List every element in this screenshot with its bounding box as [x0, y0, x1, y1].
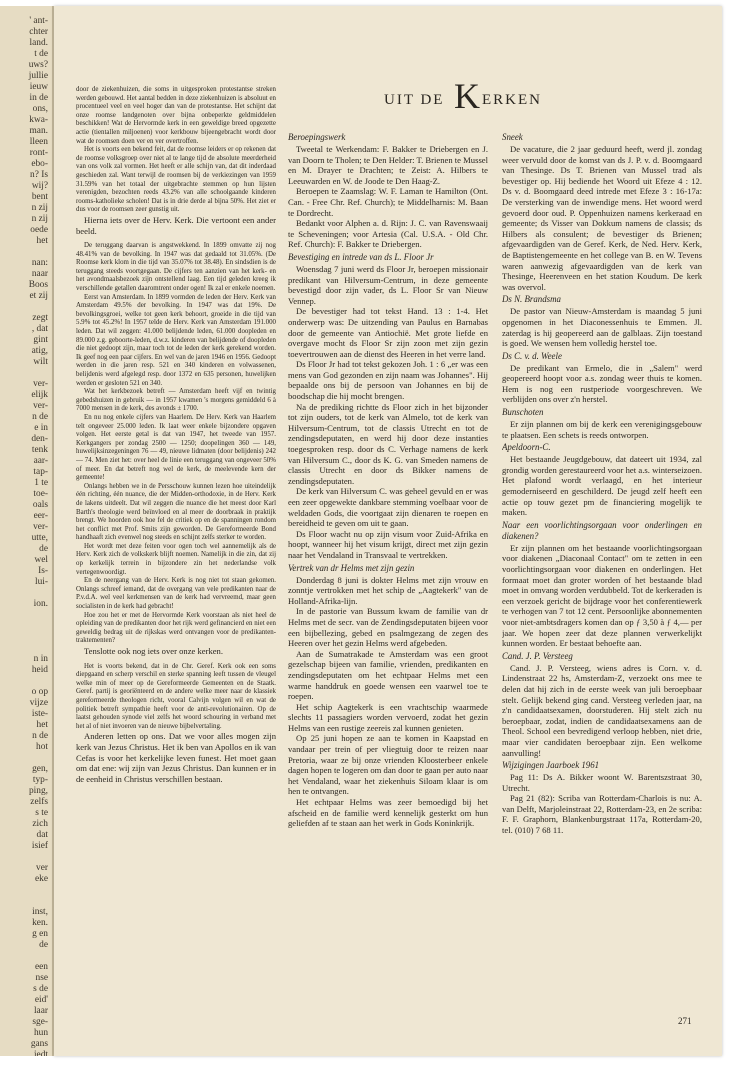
margin-fragment: de: [39, 940, 48, 950]
paragraph: Woensdag 7 juni werd ds Floor Jr, beroepen missionair predikant van Hilversum-Centrum, in deze gemeente bevestigd door zijn vader, ds L. Floor Sr van Nieuw Vennep.: [288, 263, 488, 306]
margin-fragment: het: [36, 720, 48, 730]
paragraph: Wat het kerkbezoek betreft — Amsterdam heeft vijf en twintig gebedshuizen in gebruik — in 1957 kwamen 's morgens gemiddeld 6 à 7000 mensen in de kerk, des avonds ± 1700.: [76, 388, 276, 413]
margin-fragment: eer-: [33, 511, 48, 521]
margin-fragment: s te: [35, 808, 48, 818]
paragraph: En de neergang van de Herv. Kerk is nog niet tot staan gekomen. Onlangs schreef iemand, dat de overgang van vele predikanten naar de P.v.d.A. wel veel kerkmensen van de kerk had vervreemd, maar geen socialisten in de kerk had gebracht!: [76, 577, 276, 611]
paragraph: Tenslotte ook nog iets over onze kerken.: [84, 646, 224, 656]
paragraph: De vacature, die 2 jaar geduurd heeft, werd jl. zondag weer vervuld door de komst van ds J. P. v. d. Boomgaard van Thesinge. Ds T. Brienen van Mussel trad als bevestiger op. Hij bediende het Woord uit Efeze 4 : 12. Ds v. d. Boomgaard deed intrede met Efeze 3 : 16-17a: De versterking van de inwendige mens. Het woord werd gevoerd door oud. P. Oppenhuizen namens kerkeraad en gemeente; ds Visser van Dokkum namens de classis; ds Hilbers als consulent; de bevestiger ds Brienen; afgevaardigden van de Geref. Kerk, de Ned. Herv. Kerk, de Baptistengemeente en het college van B. en W. Tevens waren aanwezig afgevaardigden van de kerk van Thesinge, Heerenveen en het station Koudum. De kerk was overvol.: [502, 144, 702, 292]
margin-fragment: t de: [34, 49, 48, 59]
paragraph: Het is voorts een bekend feit, dat de roomse leiders er op rekenen dat de roomse volksgroep over niet al te lange tijd de absolute meerderheid van ons volk zal vormen. Het heeft er alle schijn van, dat dit inderdaad geschieden zal. Want terwijl de roomsen bij de verkiezingen van 1959 31.59% van het totaal der uitgebrachte stemmen op hun lijsten verenigden, bezochten reeds 43.2% van alle schoolgaande kinderen rooms-katholieke scholen! Dat is in drie derde al bijna 50%. Het ziet er dus voor de roomsen zeer gunstig uit.: [76, 146, 276, 214]
paragraph: Ds Floor Jr had tot tekst gekozen Joh. 1 : 6 „er was een mens van God gezonden en zijn naam was Johannes". Hij bepaalde ons bij de persoon van Johannes en bij de boodschap die hij mocht brengen.: [288, 359, 488, 402]
margin-fragment: n? Is: [30, 170, 48, 180]
paragraph: Pag 21 (82): Scriba van Rotterdam-Charlois is nu: A. van Delft, Marjoleinstraat 22, Rotterdam-23, en 2e scriba: F. F. Graphorn, Blankenburgstraat 117a, Rotterdam-20, tel. (010) 7 68 11.: [502, 793, 702, 836]
margin-fragment: gint: [33, 335, 48, 345]
margin-fragment: wij?: [31, 181, 48, 191]
paragraph: Het schip Aagtekerk is een vrachtschip waarmede slechts 11 passagiers worden vervoerd, zodat het gezin Helms van een rustige zeereis zal kunnen genieten.: [288, 701, 488, 733]
margin-fragment: 1 te: [34, 478, 48, 488]
paragraph: Anderen letten op ons. Dat we voor alles mogen zijn kerk van Jezus Christus. Het ik ben van Apollos en ik van Cefas is voor het kerkelijke leven funest. Het moet gaan om dat ene: wij zijn van Jezus Christus. Dan kunnen er in de eenheid in Christus verschillen bestaan.: [76, 731, 276, 784]
margin-fragment: dat: [36, 830, 48, 840]
paragraph: Er zijn plannen om het bestaande voorlichtingsorgaan voor diakenen „Diaconaal Contact" om te zetten in een voorlichtingsorgaan voor diakenen en onderlingen. Het formaat moet dan groter worden of het bestaande blad moet in omvang worden verdubbeld. Tot de kerkeraden is een verzoek gericht de bijdrage voor het conferentiewerk te verhogen van 7 tot 12 cent. Persoonlijke abonnementen voor niet-ambtsdragers komen dan op ƒ 3,50 à ƒ 4,— per jaar. We hopen zeer dat deze plannen verwerkelijkt kunnen worden. Er bestaat behoefte aan.: [502, 542, 702, 649]
margin-fragment: n zij: [31, 214, 48, 224]
paragraph: Op 25 juni hopen ze aan te komen in Kaapstad en vandaar per trein of per vliegtuig door te reizen naar Pretoria, waar ze bij onze vrienden Kloosterbeer enkele dagen hopen te logeren om dan door te gaan per auto naar het Vendaland, waar het ziekenhuis Siloam klaar is om hen te ontvangen.: [288, 733, 488, 797]
previous-page-margin: [0, 6, 53, 1056]
column-middle: [288, 130, 488, 1000]
margin-fragment: lleen: [29, 137, 48, 147]
margin-fragment: nse: [35, 973, 48, 983]
margin-fragment: atig,: [31, 346, 48, 356]
paragraph: De teruggang daarvan is angstwekkend. In 1899 omvatte zij nog 48.41% van de bevolking. In 1947 was dat gedaald tot 31.05%. (De Roomse kerk klom in die tijd van 35.07% tot 38.48). En sindsdien is de teruggang steeds voortgegaan. De cijfers ten aanzien van het kerk- en het avondmaalsbezoek zijn ontstellend laag. Een tijd geleden kreeg ik verschillende getallen daaromtrent onder ogen! Ik zal er enkele noemen.: [76, 242, 276, 293]
margin-fragment: elijk: [31, 390, 48, 400]
margin-fragment: toe-: [33, 489, 48, 499]
magazine-page: [54, 6, 722, 1056]
subheading: Vertrek van dr Helms met zijn gezin: [288, 562, 415, 573]
subheading: Cand. J. P. Versteeg: [502, 650, 573, 661]
paragraph: Pag 11: Ds A. Bikker woont W. Barentszstraat 30, Utrecht.: [502, 772, 702, 793]
margin-fragment: gans: [30, 1039, 48, 1049]
margin-fragment: zelfs: [30, 797, 48, 807]
margin-fragment: ping,: [28, 786, 48, 796]
margin-fragment: land.: [29, 38, 48, 48]
paragraph: Beroepen te Zaamslag: W. F. Laman te Hamilton (Ont. Can. - Free Chr. Ref. Church); te Middelharnis: M. Baan te Dordrecht.: [288, 186, 488, 218]
margin-fragment: heid: [31, 665, 48, 675]
margin-fragment: den-: [31, 434, 48, 444]
margin-fragment: n de: [32, 731, 48, 741]
margin-fragment: inst,: [32, 907, 48, 917]
margin-fragment: ion.: [33, 599, 48, 609]
paragraph: In de pastorie van Bussum kwam de familie van dr Helms met de secr. van de Zendingsdeputaten bijeen voor een bijbellezing, gebed en psalmgezang de zegen des Heeren over het gezin Helms werd afgebeden.: [288, 606, 488, 649]
paragraph: Het wordt met deze feiten voor ogen toch wel aannemelijk als de Herv. Kerk zich de volkskerk blijft noemen. Namelijk in die zin, dat zij op kerkelijk terrein in bijzondere zin het nederlandse volk vertegenwoordigt.: [76, 542, 276, 576]
margin-fragment: gen,: [32, 764, 48, 774]
margin-fragment: eke: [34, 874, 48, 884]
paragraph: Het echtpaar Helms was zeer bemoedigd bij het afscheid en de familie werd kennelijk gesterkt om hun geliefden af te staan aan het werk in Gods Koninkrijk.: [288, 797, 488, 829]
margin-fragment: n de: [32, 412, 48, 422]
paragraph: Aan de Sumatrakade te Amsterdam was een groot gezelschap bijeen van familie, vrienden, predikanten en zendingsdeputaten om het echtpaar Helms met een warme handdruk en goede wensen een vaarwel toe te roepen.: [288, 648, 488, 702]
paragraph: Hoe zou het er met de Hervormde Kerk voorstaan als niet heel de opleiding van de predikanten door het rijk werd gefinancierd en niet een geweldig bedrag uit de rijkskas werd ontvangen voor de predikanten-traktementen?: [76, 611, 276, 645]
margin-fragment: g en: [32, 929, 48, 939]
margin-fragment: iste-: [31, 709, 48, 719]
margin-fragment: s de: [33, 984, 48, 994]
margin-fragment: bent: [31, 192, 48, 202]
margin-fragment: ver-: [33, 379, 48, 389]
margin-fragment: isief: [31, 841, 48, 851]
paragraph: Onlangs hebben we in de Persschouw kunnen lezen hoe uiteindelijk één richting, één nuance, die der Midden-orthodoxie, in de Herv. Kerk de lakens uitdeelt. Dat wil zeggen die nuance die het meest door Karl Barth's theologie werd beïnvloed en al meer de doorbraak in praktijk brengt. We hoorden ook hoe fel de critiek op en de spanningen rondom het conflict met Prof. Smits zijn geworden. De Gereformeerde Bond handhaaft zich evenwel nog steeds en schijnt zelfs sterker te worden.: [76, 482, 276, 542]
margin-fragment: oals: [32, 500, 48, 510]
margin-fragment: hot: [36, 742, 48, 752]
paragraph: Hierna iets over de Herv. Kerk. Die vertoont een ander beeld.: [76, 214, 276, 236]
margin-fragment: kwa-: [29, 115, 48, 125]
paragraph: Cand. J. P. Versteeg, wiens adres is Corn. v. d. Lindenstraat 22 hs, Amsterdam-Z, verzoekt ons mee te delen dat hij zich in de eerste week van juli beroepbaar stelt. Gelijk bekend ging cand. Versteeg verleden jaar, na z'n candidaatsexamen, doorstuderen. Hij stelt zich nu beroepbaar, zodat, indien de candidaatsexamens aan de Theol. School een bevredigend verloop hebben, niet drie, maar vier candidaten beroepbaar zijn. Een welkome aanvulling!: [502, 662, 702, 758]
paragraph: Ds Floor wacht nu op zijn visum voor Zuid-Afrika en hoopt, wanneer hij het visum krijgt, direct met zijn gezin naar het Vendaland in Transvaal te vertrekken.: [288, 528, 488, 560]
margin-fragment: zegt: [32, 313, 48, 323]
page-number: 271: [678, 1016, 692, 1026]
margin-fragment: , dat: [31, 324, 48, 334]
paragraph: Na de prediking richtte ds Floor zich in het bijzonder tot zijn ouders, tot de kerk van Almelo, tot de kerk van Hilversum-Centrum, tot de classis Utrecht en tot de zendingsdeputaten, en werd hij door deze instanties toegesproken resp. door ds C. Verhage namens de kerk van Hilversum C., door ds K. G. van Smeden namens de classis Utrecht en door ds Bikker namens de zendingsdeputaten.: [288, 401, 488, 486]
margin-fragment: n zij: [31, 203, 48, 213]
margin-fragment: ieuw: [29, 82, 48, 92]
margin-fragment: in de: [29, 93, 48, 103]
margin-fragment: tap-: [33, 467, 48, 477]
margin-fragment: naar: [31, 269, 48, 279]
paragraph: Eerst van Amsterdam. In 1899 vormden de leden der Herv. Kerk van Amsterdam 49.5% der bevolking. In 1947 was dat 19%. De bevolkingsgroei, welke tot geen kerk behoort, groeide in die tijd van 5.9% tot 45.2%! In 1957 telde de Herv. Kerk van Amsterdam 191.000 leden. Dat wil zeggen: 41.000 belijdende leden, 61.000 doopleden en 89.000 z.g. geboorte-leden, d.w.z. kinderen van belijdende of doopleden die niet gedoopt zijn, maar toch tot de leden der kerk gerekend worden. Ik geef nog een paar cijfers. En wel van de jaren 1946 en 1956. Gedoopt werden in die jaren resp. 521 en 340 kinderen en volwassenen, belijdenis werd afgelegd resp. door 1372 en 635 personen, huwelijken werden er gesloten 521 en 340.: [76, 293, 276, 387]
paragraph: Het bestaande Jeugdgebouw, dat dateert uit 1934, zal grondig worden gerestaureerd voor het a.s. winterseizoen. Het plafond wordt verlaagd, en het interieur gemoderniseerd en geschilderd. De jeugd zelf heeft een actie op touw gezet pm de financiering mogelijk te maken.: [502, 454, 702, 518]
margin-fragment: n in: [33, 654, 48, 664]
section-title: [384, 78, 644, 128]
margin-fragment: man.: [29, 126, 48, 136]
margin-fragment: eid': [34, 995, 48, 1005]
paragraph: En nu nog enkele cijfers van Haarlem. De Herv. Kerk van Haarlem telt ongeveer 25.000 leden. Ik laat weer enkele bijzondere opgaven volgen. Het eerste getal is dat van 1947, het tweede van 1957. Kerkgangers per zondag 2500 — 1250; doopelingen 360 — 149, huwelijksinzegeningen 76 — 49, nieuwe lidmaten (door belijdenis) 242 — 74. Men ziet het: over heel de linie een teruggang van ongeveer 50% of meer. En dat betreft nog wel de kerk, de meelevende kern der gemeente!: [76, 413, 276, 482]
margin-fragment: tenk: [31, 445, 48, 455]
subheading: Ds N. Brandsma: [502, 294, 561, 305]
margin-fragment: de: [39, 544, 48, 554]
subheading: Bunschoten: [502, 407, 544, 418]
margin-fragment: laar: [33, 1006, 48, 1016]
margin-fragment: et zij: [29, 291, 48, 301]
margin-fragment: ver-: [33, 522, 48, 532]
margin-fragment: uws?: [28, 60, 48, 70]
margin-fragment: aar-: [33, 456, 48, 466]
margin-fragment: een: [34, 962, 48, 972]
subheading: Apeldoorn-C.: [502, 442, 551, 453]
subheading: Ds C. v. d. Weele: [502, 350, 562, 361]
margin-fragment: lui-: [34, 577, 48, 587]
margin-fragment: wel: [34, 555, 48, 565]
title-erken: ERKEN: [482, 92, 542, 108]
paragraph: Bedankt voor Alphen a. d. Rijn: J. C. van Ravenswaaij te Scheveningen; voor Artesia (Cal. U.S.A. - Old Chr. Ref. Church): F. Bakker te Driebergen.: [288, 218, 488, 250]
column-left: [76, 86, 276, 906]
margin-fragment: hun: [33, 1028, 48, 1038]
paragraph: door de ziekenhuizen, die soms in uitgesproken protestantse streken werden gebouwd. Het aantal bedden in deze ziekenhuizen is absoluut en procentueel veel en veel hoger dan van de protestantse. Het schijnt dat onze roomse landgenoten over bijna onbeperkte geldmiddelen beschikken! Wat de Hervormde kerk in een geweldige breed opgezette actie (tientallen miljoenen) voor kerkbouw bijeengebracht wordt door wat de roomsen doen ver en ver overtroffen.: [76, 86, 276, 145]
margin-fragment: o op: [31, 687, 48, 697]
subheading: Beroepingswerk: [288, 132, 346, 142]
margin-fragment: ' ant-: [29, 16, 48, 26]
margin-fragment: ken.: [32, 918, 48, 928]
paragraph: Het is voorts bekend, dat in de Chr. Geref. Kerk ook een soms diepgaand en scherp verschil en sterke spanning leeft tussen de vleugel welke min of meer op de Gereformeerde Gemeenten en de Staatk. Geref. partij is georiënteerd en de andere welke meer naar de klassiek gereformeerde theologen richt, vooral Calvijn volgen wil en wat de politiek betreft sympathie heeft voor de anti-revolutionairen. Op de laatst gehouden synode viel zelfs het woord schouring in verband met het al of niet invoeren van de nieuwe bijbelvertaling.: [76, 662, 276, 730]
title-uit-de: UIT DE: [384, 92, 445, 108]
subheading: Sneek: [502, 132, 523, 142]
subheading: Bevestiging en intrede van ds L. Floor Jr: [288, 251, 434, 262]
subheading: Naar een voorlichtingsorgaan voor onderlingen en diakenen?: [502, 519, 702, 541]
margin-fragment: Is-: [38, 566, 48, 576]
paragraph: De bevestiger had tot tekst Hand. 13 : 1-4. Het onderwerp was: De uitzending van Paulus en Barnabas door de gemeente van Antiochië. Met grote liefde en overgave mocht ds Floor Sr zijn zoon met zijn gezin toevertrouwen aan de dienst des Heeren in het verre land.: [288, 306, 488, 359]
margin-fragment: utte,: [31, 533, 48, 543]
paragraph: Donderdag 8 juni is dokter Helms met zijn vrouw en zonntje vertrokken met het schip de „Aagtekerk" van de Holland-Afrika-lijn.: [288, 574, 488, 606]
margin-fragment: e in: [34, 423, 48, 433]
margin-fragment: het: [36, 236, 48, 246]
margin-fragment: typ-: [32, 775, 48, 785]
margin-fragment: ver: [36, 863, 48, 873]
paragraph: Er zijn plannen om bij de kerk een verenigingsgebouw te plaatsen. Een schets is reeds ontworpen.: [502, 419, 702, 440]
margin-fragment: zich: [32, 819, 48, 829]
margin-fragment: nan:: [31, 258, 48, 268]
margin-fragment: ront-: [29, 148, 48, 158]
margin-fragment: wilt: [33, 357, 48, 367]
subheading: Wijzigingen Jaarboek 1961: [502, 760, 600, 771]
margin-fragment: iedt: [33, 1050, 48, 1056]
paragraph: De predikant van Ermelo, die in „Salem" werd geopereerd hoopt voor a.s. zondag weer thuis te komen. Hem is nog een rustperiode voorgeschreven. We verblijden ons over z'n herstel.: [502, 362, 702, 405]
margin-fragment: jullie: [28, 71, 48, 81]
column-right: [502, 130, 702, 930]
margin-fragment: sge-: [32, 1017, 48, 1027]
title-initial-k: K: [454, 76, 480, 116]
margin-fragment: ebo-: [31, 159, 48, 169]
paragraph: Tweetal te Werkendam: F. Bakker te Driebergen en J. van Doorn te Tholen; te Den Helder: T. Brienen te Mussel en M. Drayer te Drachten; te Zeist: A. Hilbers te Leeuwarden en W. de Joode te Den Haag-Z.: [288, 144, 488, 186]
margin-fragment: oede: [30, 225, 48, 235]
margin-fragment: vijze: [29, 698, 48, 708]
margin-fragment: ons,: [32, 104, 48, 114]
paragraph: De kerk van Hilversum C. was geheel gevuld en er was een zeer opgewekte dankbare stemming voelbaar voor de weldaden Gods, die voortgaat zijn dienaren te roepen en bereidheid te geven om uit te gaan.: [288, 486, 488, 529]
margin-fragment: Boos: [28, 280, 48, 290]
margin-fragment: ver-: [33, 401, 48, 411]
margin-fragment: chter: [29, 27, 48, 37]
paragraph: De pastor van Nieuw-Amsterdam is maandag 5 juni opgenomen in het Diaconessenhuis te Emmen. Jl. zaterdag is hij geopereerd aan de galblaas. Zijn toestand is goed. We wensen hem volledig herstel toe.: [502, 306, 702, 349]
